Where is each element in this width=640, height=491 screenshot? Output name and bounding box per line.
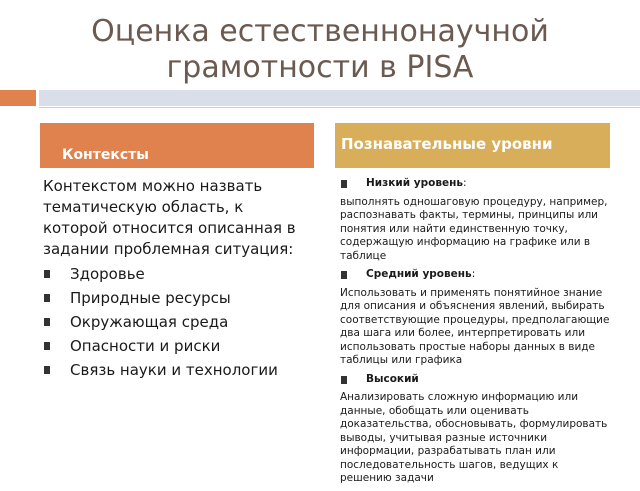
list-item [43,360,311,380]
list-item [43,264,311,284]
level-suffix: : [471,268,476,280]
contexts-intro: Контекстом можно назвать тематическую область, к которой относится описанная в задании проблемная ситуация: [43,177,296,258]
list-item-label: Здоровье [70,265,145,283]
level-high-description: Анализировать сложную информацию или данные, обобщать или оценивать доказательства, обосновывать, формулировать выводы, учитывая разные источники информации, разрабатывать план или последовательность шагов, ведущих к решению задачи [340,391,608,484]
level-suffix: : [462,177,467,189]
bullet-icon [44,318,50,326]
accent-bar-gray [39,90,640,106]
list-item-label: Опасности и риски [70,337,221,355]
list-item [43,312,311,332]
bullet-icon [341,376,347,384]
accent-divider [39,107,640,108]
bullet-icon [44,294,50,302]
level-name: Высокий [366,372,419,385]
level-low-description: выполнять одношаговую процедуру, например, распознавать факты, термины, принципы или понятия или найти единственную точку, содержащую информацию на графике или в таблице [340,195,608,262]
level-high-heading [340,373,612,387]
bullet-icon [44,270,50,278]
cognitive-levels-body [340,177,612,491]
contexts-body [43,176,311,380]
list-item [43,336,311,356]
level-low-heading [340,177,612,191]
cognitive-levels-header-label: Познавательные уровни [341,135,553,153]
level-name: Низкий уровень [366,177,463,189]
list-item-label: Природные ресурсы [70,289,231,307]
bullet-icon [341,271,347,279]
accent-bar-orange [0,90,36,106]
list-item-label: Окружающая среда [70,313,229,331]
level-medium-description: Использовать и применять понятийное знание для описания и объяснения явлений, выбирать соответствующие процедуры, предполагающие два шага или более, интерпретировать или использовать простые наборы данных в виде таблицы или графика [340,286,610,366]
bullet-icon [44,342,50,350]
page-title: Оценка естественнонаучной грамотности в PISA [91,14,549,85]
level-name: Средний уровень [366,268,472,280]
contexts-header-label: Контексты [62,147,149,163]
bullet-icon [341,180,347,188]
contexts-header [40,123,314,168]
bullet-icon [44,366,50,374]
level-medium-heading [340,268,612,282]
contexts-list [43,264,311,380]
cognitive-levels-header [335,123,610,168]
list-item-label: Связь науки и технологии [70,361,278,379]
list-item [43,288,311,308]
